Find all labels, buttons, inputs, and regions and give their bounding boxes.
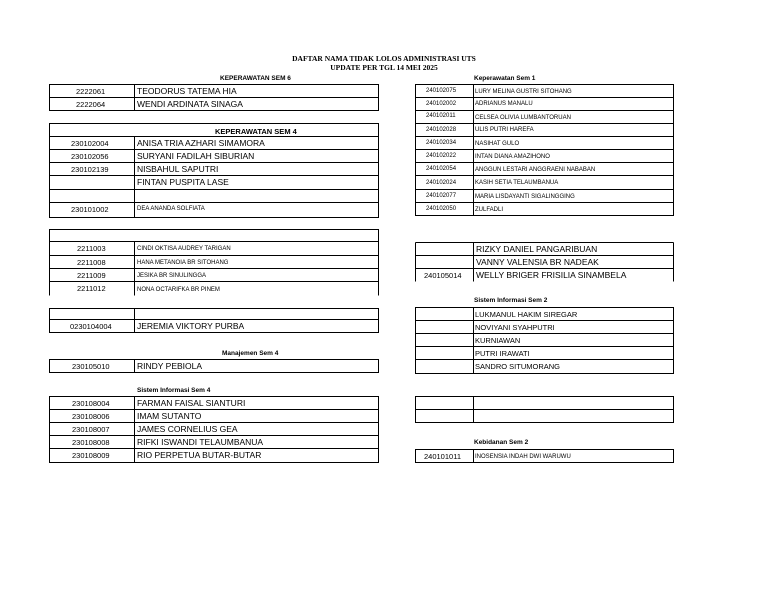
table-row-name: FINTAN PUSPITA LASE xyxy=(137,177,229,187)
table-row-name: SURYANI FADILAH SIBURIAN xyxy=(137,151,255,161)
header-keperawatan-sem-6: KEPERAWATAN SEM 6 xyxy=(220,75,291,82)
table-row-id: 230108009 xyxy=(72,451,110,460)
table-row-id: 230108004 xyxy=(72,399,110,408)
table-row-name: FARMAN FAISAL SIANTURI xyxy=(137,398,246,408)
table-row-name: IMAM SUTANTO xyxy=(137,411,202,421)
title-line-1: DAFTAR NAMA TIDAK LOLOS ADMINISTRASI UTS xyxy=(292,54,476,63)
table-row-id: 2211003 xyxy=(77,244,106,253)
table-row-id: 2222064 xyxy=(76,100,106,109)
table-row-name: ANGGUN LESTARI ANGGRAENI NABABAN xyxy=(475,167,596,173)
table-row-name: NONA OCTARIFKA BR PINEM xyxy=(137,287,220,293)
header-kebidanan-sem-2: Kebidanan Sem 2 xyxy=(474,439,529,446)
table-row-name: JESIKA BR SINULINGGA xyxy=(137,273,207,279)
table-row-id: 240105014 xyxy=(424,271,462,280)
table-row-name: INOSENSIA INDAH DWI WARUWU xyxy=(475,454,571,460)
table-row-id: 240102002 xyxy=(426,101,457,107)
table-row-name: CINDI OKTISA AUDREY TARIGAN xyxy=(137,246,231,252)
table-row-id: 240102011 xyxy=(426,113,456,119)
header-sistem-informasi-sem-4: Sistem Informasi Sem 4 xyxy=(137,387,211,394)
table-row-name: ADRIANUS MANALU xyxy=(475,101,533,107)
table-row-id: 240102024 xyxy=(426,180,457,186)
table-row-name: NOVIYANI SYAHPUTRI xyxy=(475,323,555,332)
table-row-id: 2211008 xyxy=(77,258,106,267)
table-row-id: 2211009 xyxy=(77,271,106,280)
table-row-id: 240102075 xyxy=(426,88,457,94)
table-row-id: 240101011 xyxy=(424,452,461,461)
table-row-id: 230108007 xyxy=(72,425,110,434)
table-row-id: 230105010 xyxy=(72,362,110,371)
table-row-id: 230102139 xyxy=(71,165,109,174)
table-row-name: RIFKI ISWANDI TELAUMBANUA xyxy=(137,437,264,447)
table-row-id: 2211012 xyxy=(77,284,106,293)
table-row-id: 2222061 xyxy=(76,87,106,96)
table-row-name: WENDI ARDINATA SINAGA xyxy=(137,99,243,109)
table-row-name: RIZKY DANIEL PANGARIBUAN xyxy=(476,244,598,254)
table-row-id: 230102004 xyxy=(71,139,109,148)
table-row-id: 240102028 xyxy=(426,127,457,133)
table-row-id: 230108008 xyxy=(72,438,110,447)
table-row-name: JEREMIA VIKTORY PURBA xyxy=(137,321,245,331)
table-row-name: LUKMANUL HAKIM SIREGAR xyxy=(475,310,578,319)
table-row-name: PUTRI IRAWATI xyxy=(475,349,530,358)
table-row-id: 230108006 xyxy=(72,412,110,421)
table-row-name: VANNY VALENSIA BR NADEAK xyxy=(476,257,599,267)
header-keperawatan-sem-1: Keperawatan Sem 1 xyxy=(474,75,536,82)
table-row-name: KASIH SETIA TELAUMBANUA xyxy=(475,180,559,186)
table-row-name: RINDY PEBIOLA xyxy=(137,361,203,371)
table-row-name: RIO PERPETUA BUTAR-BUTAR xyxy=(137,450,262,460)
table-row-name: CELSEA OLIVIA LUMBANTORUAN xyxy=(475,115,571,121)
table-row-name: JAMES CORNELIUS GEA xyxy=(137,424,238,434)
table-row-name: NASIHAT GULO xyxy=(475,141,520,147)
table-row-name: ULIS PUTRI HAREFA xyxy=(475,127,534,133)
table-row-id: 230101002 xyxy=(71,205,109,214)
table-row-name: LURY MELINA GUSTRI SITOHANG xyxy=(475,89,572,95)
table-row-name: MARIA LISDAYANTI SIGALINGGING xyxy=(475,194,575,200)
table-row-name: KURNIAWAN xyxy=(475,336,521,345)
table-row-name: HANA METANOIA BR SITOHANG xyxy=(137,260,229,266)
table-row-id: 0230104004 xyxy=(70,322,112,331)
table-row-name: NISBAHUL SAPUTRI xyxy=(137,164,219,174)
header-keperawatan-sem-4: KEPERAWATAN SEM 4 xyxy=(215,127,297,136)
table-row-id: 230102056 xyxy=(71,152,109,161)
table-row-id: 240102050 xyxy=(426,206,457,212)
table-row-name: TEODORUS TATEMA HIA xyxy=(137,86,237,96)
header-sistem-informasi-sem-2: Sistem Informasi Sem 2 xyxy=(474,297,548,304)
header-manajemen-sem-4: Manajemen Sem 4 xyxy=(222,350,279,357)
table-row-name: INTAN DIANA AMAZIHONO xyxy=(475,154,550,160)
table-row-name: ZULFADLI xyxy=(475,207,504,213)
table-row-name: WELLY BRIGER FRISILIA SINAMBELA xyxy=(476,270,627,280)
title-line-2: UPDATE PER TGL 14 MEI 2025 xyxy=(330,63,438,72)
table-row-id: 240102077 xyxy=(426,193,457,199)
table-row-name: DEA ANANDA SOLFIATA xyxy=(137,206,205,212)
table-row-id: 240102022 xyxy=(426,153,457,159)
table-row-name: SANDRO SITUMORANG xyxy=(475,362,561,371)
table-row-id: 240102054 xyxy=(426,166,457,172)
table-row-name: ANISA TRIA AZHARI SIMAMORA xyxy=(137,138,265,148)
table-row-id: 240102034 xyxy=(426,140,457,146)
